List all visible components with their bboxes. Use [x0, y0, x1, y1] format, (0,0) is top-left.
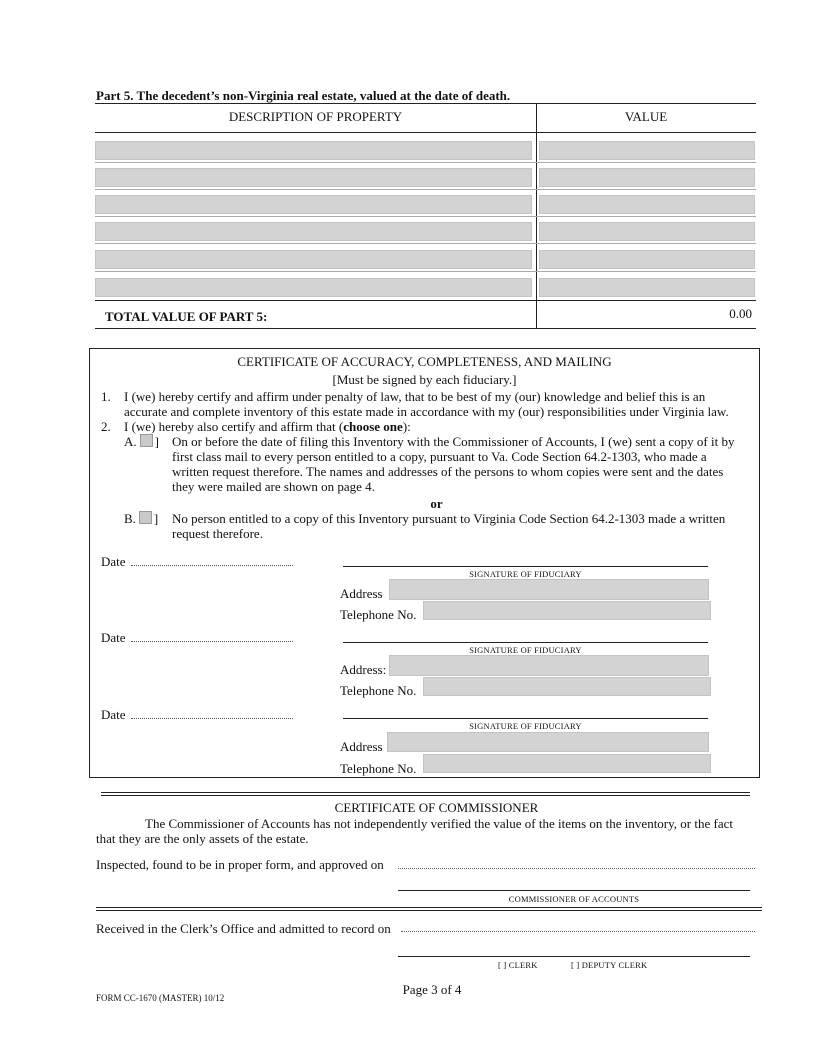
date-field[interactable] — [131, 718, 293, 719]
property-description-field[interactable] — [95, 222, 532, 241]
fiduciary-signature-line[interactable] — [343, 642, 708, 643]
date-field[interactable] — [131, 565, 293, 566]
property-description-field[interactable] — [95, 250, 532, 269]
address-field[interactable] — [389, 579, 709, 600]
property-value-field[interactable] — [539, 141, 755, 160]
approval-date-field[interactable] — [398, 868, 755, 869]
item2-number: 2. — [101, 419, 111, 434]
property-value-field[interactable] — [539, 168, 755, 187]
address-label: Address: — [340, 662, 387, 677]
col-description-header: DESCRIPTION OF PROPERTY — [228, 109, 403, 124]
property-value-field[interactable] — [539, 278, 755, 297]
commissioner-signature-line[interactable] — [398, 890, 750, 891]
form-id: FORM CC-1670 (MASTER) 10/12 — [96, 993, 225, 1003]
property-description-field[interactable] — [95, 141, 532, 160]
item1-number: 1. — [101, 389, 111, 404]
col-value-header: VALUE — [624, 109, 668, 124]
fiduciary-signature-label: SIGNATURE OF FIDUCIARY — [469, 721, 582, 731]
option-a-checkbox[interactable] — [140, 434, 153, 447]
page-number: Page 3 of 4 — [402, 982, 462, 997]
option-a-line1: On or before the date of filing this Inventory with the Commissioner of Accounts, I (we) sent a copy of it by — [172, 434, 735, 449]
option-a-label: A. ] — [124, 434, 159, 449]
deputy-clerk-option[interactable]: [ ] DEPUTY CLERK — [571, 960, 648, 970]
address-field[interactable] — [387, 732, 709, 752]
item2-text: I (we) hereby also certify and affirm that (choose one): — [124, 419, 411, 434]
telephone-label: Telephone No. — [340, 761, 417, 776]
telephone-field[interactable] — [423, 677, 711, 696]
certificate-subtitle: [Must be signed by each fiduciary.] — [332, 372, 517, 387]
property-value-field[interactable] — [539, 250, 755, 269]
address-label: Address — [340, 586, 383, 601]
part5-table — [95, 103, 756, 329]
fiduciary-signature-line[interactable] — [343, 566, 708, 567]
inspected-label: Inspected, found to be in proper form, and approved on — [96, 857, 384, 872]
clerk-option[interactable]: [ ] CLERK — [498, 960, 538, 970]
certificate-title: CERTIFICATE OF ACCURACY, COMPLETENESS, AND MAILING — [237, 354, 612, 369]
option-b-line2: request therefore. — [172, 526, 263, 541]
part5-heading: Part 5. The decedent’s non-Virginia real estate, valued at the date of death. — [96, 88, 511, 103]
date-label: Date — [101, 707, 126, 722]
date-label: Date — [101, 630, 126, 645]
property-value-field[interactable] — [539, 222, 755, 241]
property-description-field[interactable] — [95, 195, 532, 214]
address-label: Address — [340, 739, 383, 754]
double-rule — [101, 792, 750, 796]
property-description-field[interactable] — [95, 168, 532, 187]
total-value: 0.00 — [729, 306, 752, 321]
property-description-field[interactable] — [95, 278, 532, 297]
option-a-line2: first class mail to every person entitled to a copy, pursuant to Va. Code Section 64.2-1303, who made a — [172, 449, 707, 464]
record-date-field[interactable] — [401, 931, 755, 932]
item1-line1: I (we) hereby certify and affirm under penalty of law, that to be best of my (our) knowledge and belief this is an — [124, 389, 706, 404]
commissioner-title: CERTIFICATE OF COMMISSIONER — [334, 800, 539, 815]
date-label: Date — [101, 554, 126, 569]
option-a-line4: they were mailed are shown on page 4. — [172, 479, 375, 494]
commissioner-signature-label: COMMISSIONER OF ACCOUNTS — [508, 894, 640, 904]
commissioner-para-line1: The Commissioner of Accounts has not independently verified the value of the items on the inventory, or the fact — [145, 816, 733, 831]
fiduciary-signature-label: SIGNATURE OF FIDUCIARY — [469, 645, 582, 655]
fiduciary-signature-line[interactable] — [343, 718, 708, 719]
total-label: TOTAL VALUE OF PART 5: — [105, 309, 268, 324]
telephone-label: Telephone No. — [340, 683, 417, 698]
telephone-field[interactable] — [423, 601, 711, 620]
commissioner-para-line2: that they are the only assets of the estate. — [96, 831, 309, 846]
fiduciary-signature-label: SIGNATURE OF FIDUCIARY — [469, 569, 582, 579]
option-a-line3: written request therefore. The names and addresses of the persons to whom copies were sent and the dates — [172, 464, 724, 479]
telephone-label: Telephone No. — [340, 607, 417, 622]
received-label: Received in the Clerk’s Office and admitted to record on — [96, 921, 391, 936]
address-field[interactable] — [389, 655, 709, 676]
double-rule — [96, 907, 762, 911]
or-separator: or — [430, 496, 443, 511]
option-b-label: B. ] — [124, 511, 159, 526]
option-b-line1: No person entitled to a copy of this Inventory pursuant to Virginia Code Section 64.2-1303 made a written — [172, 511, 726, 526]
clerk-signature-line[interactable] — [398, 956, 750, 957]
property-value-field[interactable] — [539, 195, 755, 214]
date-field[interactable] — [131, 641, 293, 642]
item1-line2: accurate and complete inventory of this estate made in accordance with my (our) responsibilities under Virginia law. — [124, 404, 729, 419]
telephone-field[interactable] — [423, 754, 711, 773]
option-b-checkbox[interactable] — [139, 511, 152, 524]
